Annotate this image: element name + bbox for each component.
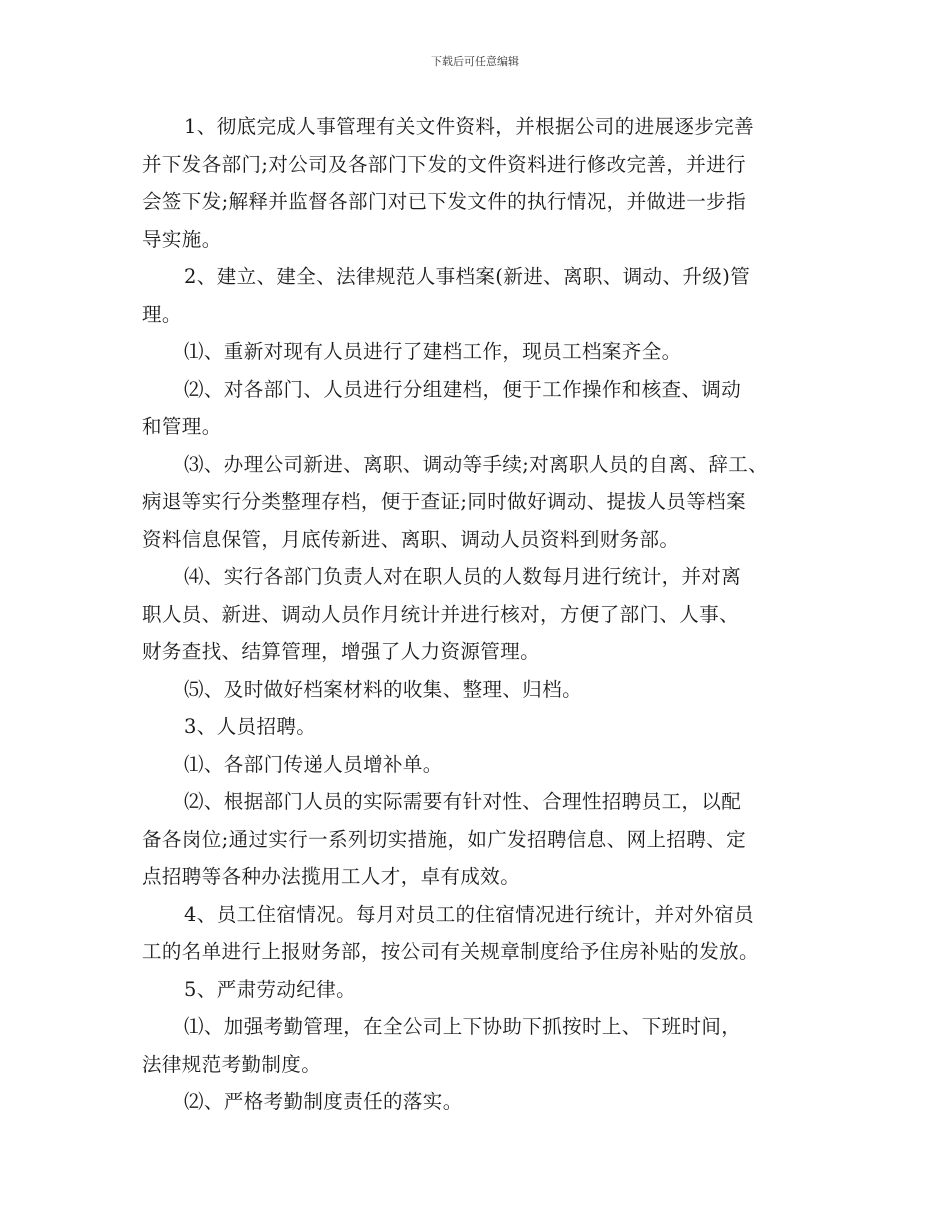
- paragraph-line: ⑵、严格考勤制度责任的落实。: [184, 1090, 463, 1113]
- page-header: 下载后可任意编辑: [431, 55, 519, 68]
- paragraph-line: 1、彻底完成人事管理有关文件资料，并根据公司的进展逐步完善: [184, 115, 755, 138]
- paragraph-line: 点招聘等各种办法揽用工人才，卓有成效。: [142, 865, 521, 888]
- paragraph-line: ⑴、各部门传递人员增补单。: [184, 752, 443, 776]
- paragraph-line: 病退等实行分类整理存档，便于查证;同时做好调动、提拔人员等档案: [142, 490, 746, 513]
- paragraph-line: 法律规范考勤制度。: [142, 1052, 322, 1076]
- section-heading: 5、严肃劳动纪律。: [184, 977, 357, 1001]
- paragraph-line: ⑸、及时做好档案材料的收集、整理、归档。: [184, 677, 583, 701]
- paragraph-line: ⑶、办理公司新进、离职、调动等手续;对离职人员的自离、辞工、: [184, 452, 769, 476]
- document-body: [142, 108, 822, 1121]
- paragraph-line: ⑵、对各部门、人员进行分组建档，便于工作操作和核查、调动: [184, 377, 742, 401]
- paragraph-line: 职人员、新进、调动人员作月统计并进行核对，方便了部门、人事、: [142, 602, 740, 626]
- paragraph-line: 资料信息保管，月底传新进、离职、调动人员资料到财务部。: [142, 527, 680, 551]
- paragraph-line: 导实施。: [142, 227, 222, 251]
- paragraph-line: ⑷、实行各部门负责人对在职人员的人数每月进行统计，并对离: [184, 565, 742, 588]
- paragraph-line: 和管理。: [142, 415, 222, 438]
- paragraph-line: 并下发各部门;对公司及各部门下发的文件资料进行修改完善，并进行: [142, 152, 746, 176]
- section-heading: 3、人员招聘。: [184, 715, 317, 738]
- paragraph-line: 2、建立、建全、法律规范人事档案(新进、离职、调动、升级)管: [184, 265, 751, 288]
- paragraph-line: 工的名单进行上报财务部，按公司有关规章制度给予住房补贴的发放。: [142, 940, 759, 963]
- paragraph-line: 会签下发;解释并监督各部门对已下发文件的执行情况，并做进一步指: [142, 190, 746, 213]
- paragraph-line: 4、员工住宿情况。每月对员工的住宿情况进行统计，并对外宿员: [184, 902, 755, 926]
- paragraph-line: ⑴、重新对现有人员进行了建档工作，现员工档案齐全。: [184, 340, 682, 363]
- paragraph-line: ⑴、加强考勤管理，在全公司上下协助下抓按时上、下班时间，: [184, 1015, 742, 1038]
- paragraph-line: 备各岗位;通过实行一系列切实措施，如广发招聘信息、网上招聘、定: [142, 827, 746, 851]
- paragraph-line: 财务查找、结算管理，增强了人力资源管理。: [142, 640, 541, 663]
- paragraph-line: ⑵、根据部门人员的实际需要有针对性、合理性招聘员工，以配: [184, 790, 742, 813]
- paragraph-line: 理。: [142, 302, 182, 326]
